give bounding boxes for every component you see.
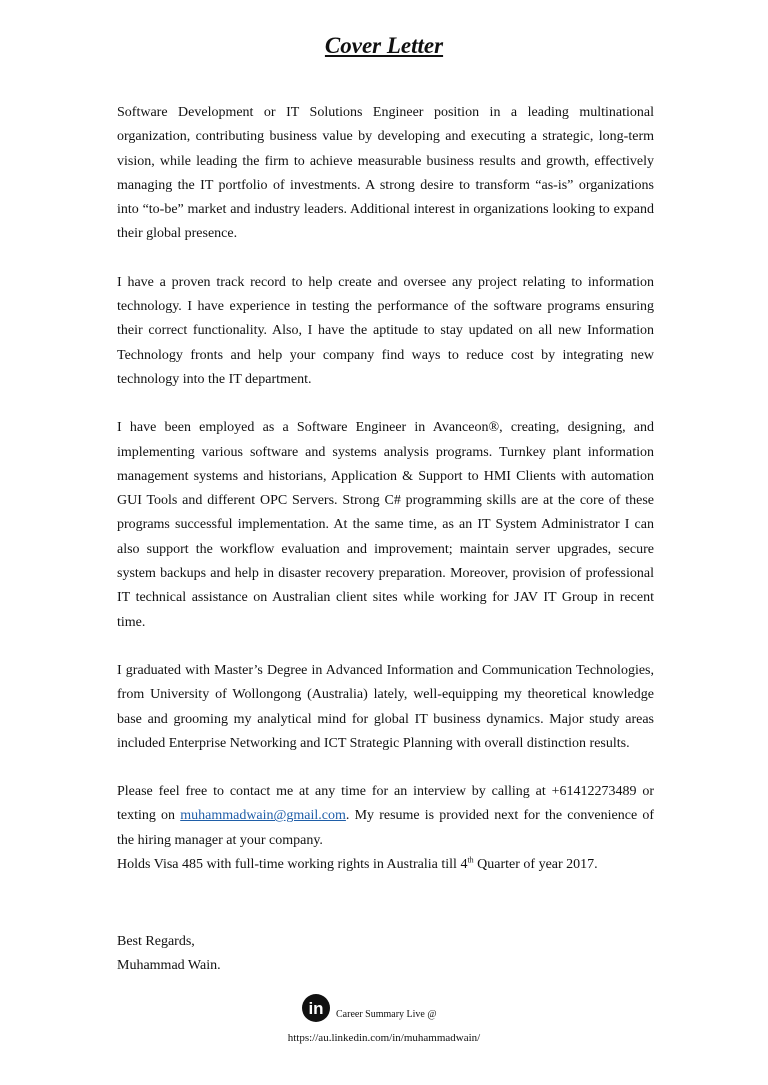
contact-text: Please feel free to contact me at any time for an interview by calling at +61412273489 or texting on — [117, 784, 654, 824]
signature-name: Muhammad Wain. — [117, 958, 221, 974]
paragraph-education: I graduated with Master’s Degree in Advanced Information and Communication Technologies, from University of Wollongong (Australia) lately, well-equipping my theoretical knowledge base and grooming my analytical mind for global IT business dynamics. Major study areas included Enterprise Networking and ICT Strategic Planning with overall distinction results. — [117, 662, 654, 751]
footer-linkedin — [302, 986, 437, 1022]
linkedin-url-link[interactable]: https://au.linkedin.com/in/muhammadwain/ — [287, 1032, 481, 1044]
contact-text-end: . My resume is provided next for the convenience of the hiring manager at your company. — [117, 808, 654, 848]
paragraph-employment: I have been employed as a Software Engineer in Avanceon®, creating, designing, and implementing various software and systems analysis programs. Turnkey plant information management systems and historians, Application & Support to HMI Clients with automation GUI Tools and different OPC Servers. Strong C# programming skills are at the core of these programs successful implementation. At the same time, as an IT System Administrator I can also support the workflow evaluation and improvement; maintain server upgrades, secure system backups and help in disaster recovery preparation. Moreover, provision of professional IT technical assistance on Australian client sites while working for JAV IT Group in recent time. — [117, 420, 654, 630]
linkedin-icon[interactable] — [302, 994, 330, 1022]
paragraph-track-record: I have a proven track record to help create and oversee any project relating to information technology. I have experience in testing the performance of the software programs ensuring their correct functionality. Also, I have the aptitude to stay updated on all new Information Technology fronts and help your company find ways to reduce cost by integrating new technology into the IT department. — [117, 274, 654, 387]
email-link[interactable]: muhammadwain@gmail.com — [180, 808, 346, 824]
closing-block — [117, 930, 221, 979]
visa-superscript: th — [467, 855, 474, 865]
paragraph-contact — [117, 780, 654, 853]
visa-text-end: Quarter of year 2017. — [473, 857, 598, 873]
paragraph-visa — [117, 853, 654, 877]
page-title: Cover Letter — [324, 33, 444, 58]
closing-regards: Best Regards, — [117, 934, 195, 949]
paragraph-objective: Software Development or IT Solutions Engineer position in a leading multinational organization, contributing business value by developing and executing a strategic, long-term vision, while leading the firm to achieve measurable business results and growth, effectively managing the IT portfolio of investments. A strong desire to transform “as-is” organizations into “to-be” market and industry leaders. Additional interest in organizations looking to expand their global presence. — [117, 105, 654, 242]
career-summary-label: Career Summary Live @ — [336, 1009, 437, 1020]
visa-text: Holds Visa 485 with full-time working rights in Australia till 4 — [117, 857, 468, 873]
linkedin-logo-text: in — [308, 999, 324, 1018]
letter-body — [117, 101, 654, 877]
